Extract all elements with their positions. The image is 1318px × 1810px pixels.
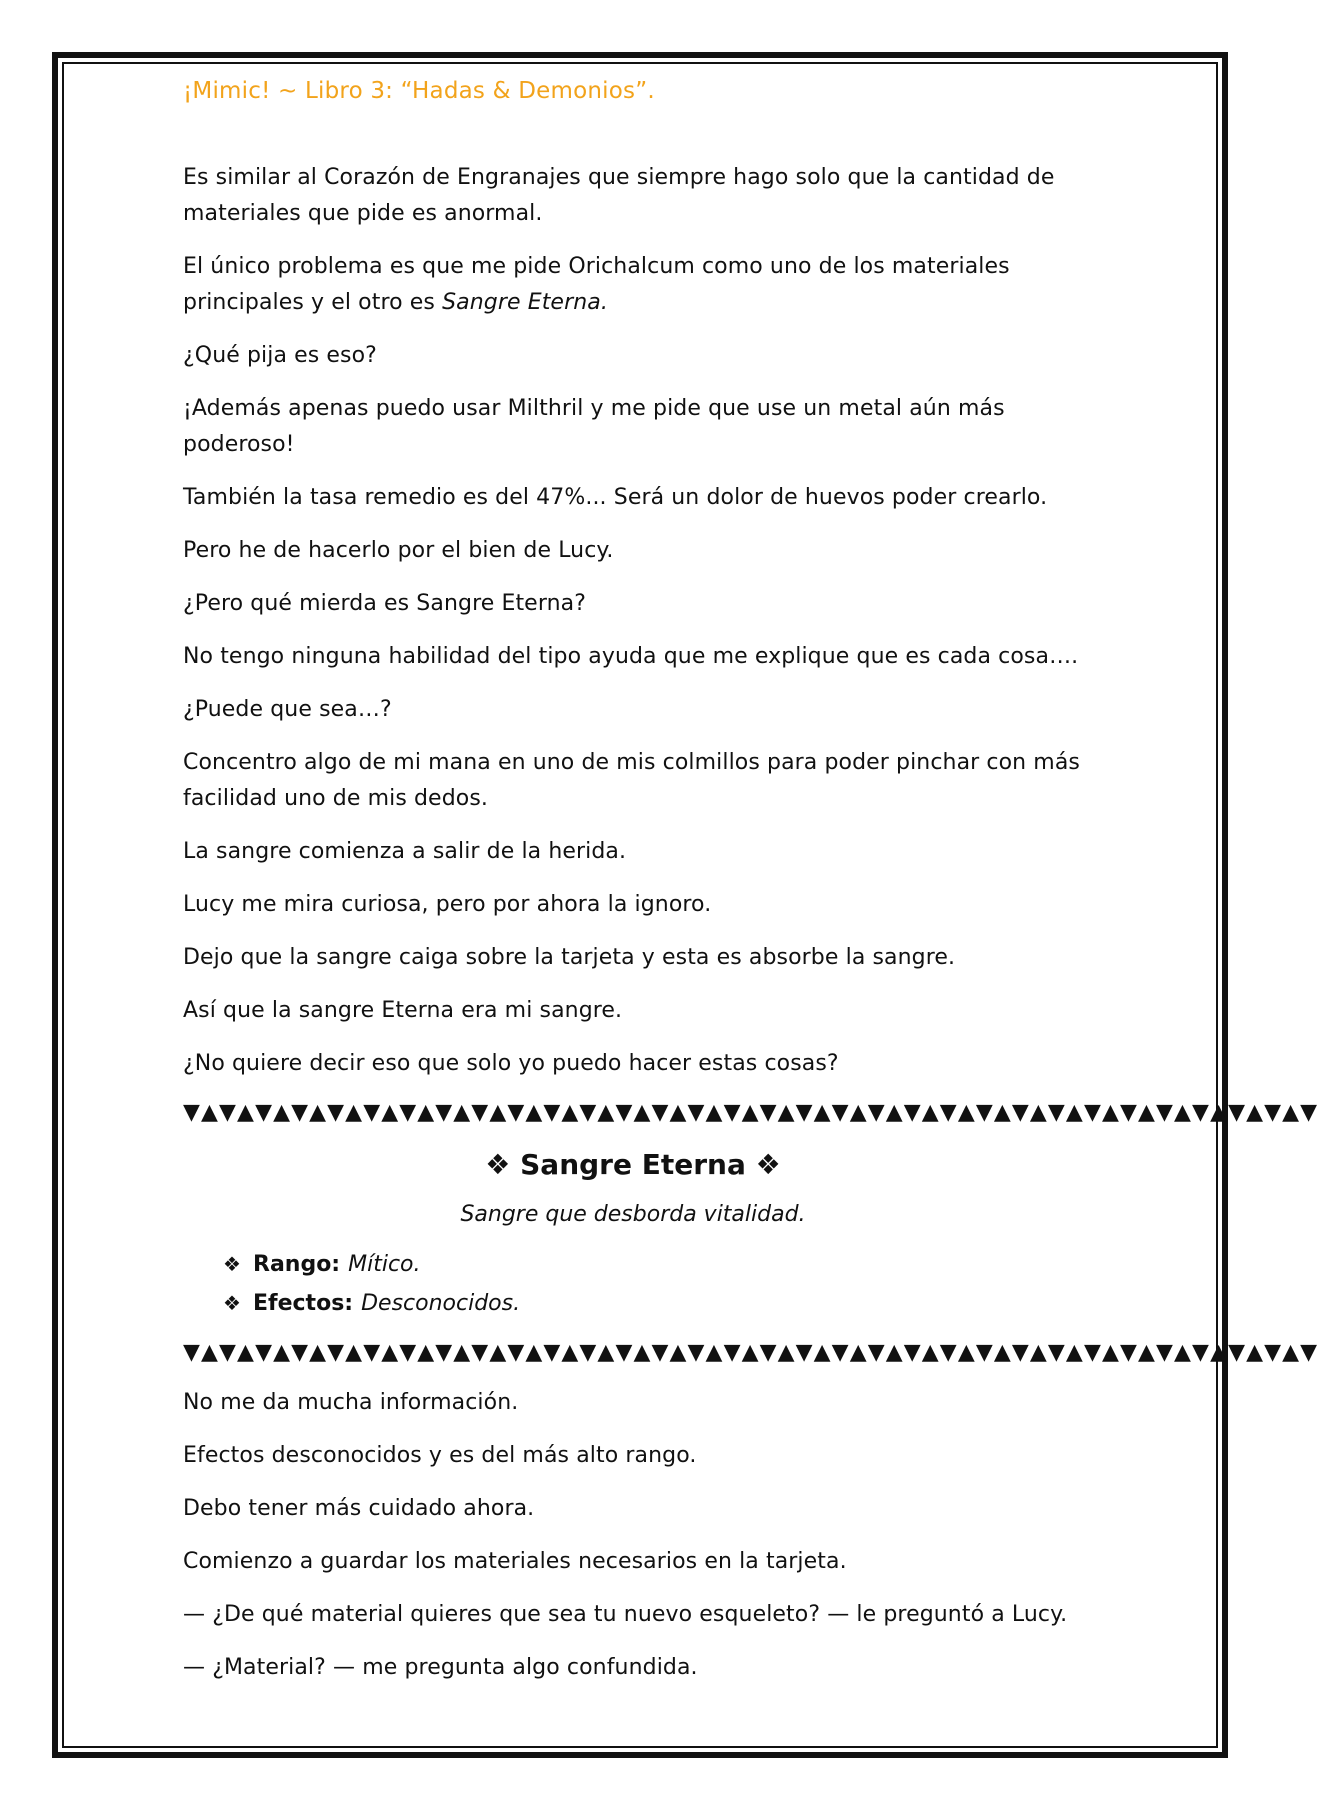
paragraphs-bottom [183,1385,1083,1686]
page-content [183,70,1318,1703]
paragraph: Debo tener más cuidado ahora. [183,1496,535,1521]
item-card [183,1145,1083,1323]
attribute-value: Desconocidos. [361,1291,521,1316]
paragraph: Es similar al Corazón de Engranajes que siempre hago solo que la cantidad de materiales que pide es anormal. [183,165,1055,226]
paragraph: ¿No quiere decir eso que solo yo puedo hacer estas cosas? [183,1051,839,1076]
running-header: ¡Mimic! ~ Libro 3: “Hadas & Demonios”. [183,78,655,104]
paragraph: Dejo que la sangre caiga sobre la tarjeta y esta es absorbe la sangre. [183,945,956,970]
paragraph: ¿Qué pija es eso? [183,343,377,368]
triangle-divider-bottom: ▼▲▼▲▼▲▼▲▼▲▼▲▼▲▼▲▼▲▼▲▼▲▼▲▼▲▼▲▼▲▼▲▼▲▼▲▼▲▼▲▼▲▼▲▼▲▼▲▼▲▼▲▼▲▼▲▼▲▼▲▼▲▼ [183,1340,1318,1365]
card-attribute-effects [223,1284,1083,1323]
paragraph: Comienzo a guardar los materiales necesarios en la tarjeta. [183,1549,847,1574]
paragraph: Efectos desconocidos y es del más alto rango. [183,1443,697,1468]
card-attributes [223,1245,1083,1323]
paragraph: — ¿De qué material quieres que sea tu nuevo esqueleto? — le preguntó a Lucy. [183,1602,1068,1627]
paragraph: También la tasa remedio es del 47%... Será un dolor de huevos poder crearlo. [183,485,1048,510]
diamond-bullet-icon: ❖ [223,1252,241,1276]
italic-term: Sangre Eterna. [442,290,608,315]
card-title: ❖ Sangre Eterna ❖ [485,1148,781,1181]
paragraph: El único problema es que me pide Orichalcum como uno de los materiales principales y el otro es Sangre Eterna. [183,254,1010,315]
attribute-label: Efectos: [253,1291,354,1316]
paragraph: ¿Pero qué mierda es Sangre Eterna? [183,591,586,616]
attribute-value: Mítico. [348,1252,421,1277]
paragraph: Así que la sangre Eterna era mi sangre. [183,998,623,1023]
card-description: Sangre que desborda vitalidad. [460,1202,806,1227]
paragraph: Concentro algo de mi mana en uno de mis colmillos para poder pinchar con más facilidad uno de mis dedos. [183,750,1080,811]
paragraph: No me da mucha información. [183,1390,519,1415]
card-attribute-rank [223,1245,1083,1284]
triangle-divider-top: ▼▲▼▲▼▲▼▲▼▲▼▲▼▲▼▲▼▲▼▲▼▲▼▲▼▲▼▲▼▲▼▲▼▲▼▲▼▲▼▲▼▲▼▲▼▲▼▲▼▲▼▲▼▲▼▲▼▲▼▲▼▲▼ [183,1100,1318,1125]
paragraph: ¿Puede que sea…? [183,697,392,722]
paragraph: Lucy me mira curiosa, pero por ahora la ignoro. [183,892,712,917]
paragraph: No tengo ninguna habilidad del tipo ayuda que me explique que es cada cosa…. [183,644,1079,669]
paragraphs-top [183,160,1083,1082]
attribute-label: Rango: [253,1252,341,1277]
paragraph: Pero he de hacerlo por el bien de Lucy. [183,538,614,563]
paragraph: — ¿Material? — me pregunta algo confundida. [183,1655,698,1680]
paragraph: La sangre comienza a salir de la herida. [183,839,627,864]
diamond-bullet-icon: ❖ [223,1291,241,1315]
paragraph: ¡Además apenas puedo usar Milthril y me pide que use un metal aún más poderoso! [183,396,1005,457]
